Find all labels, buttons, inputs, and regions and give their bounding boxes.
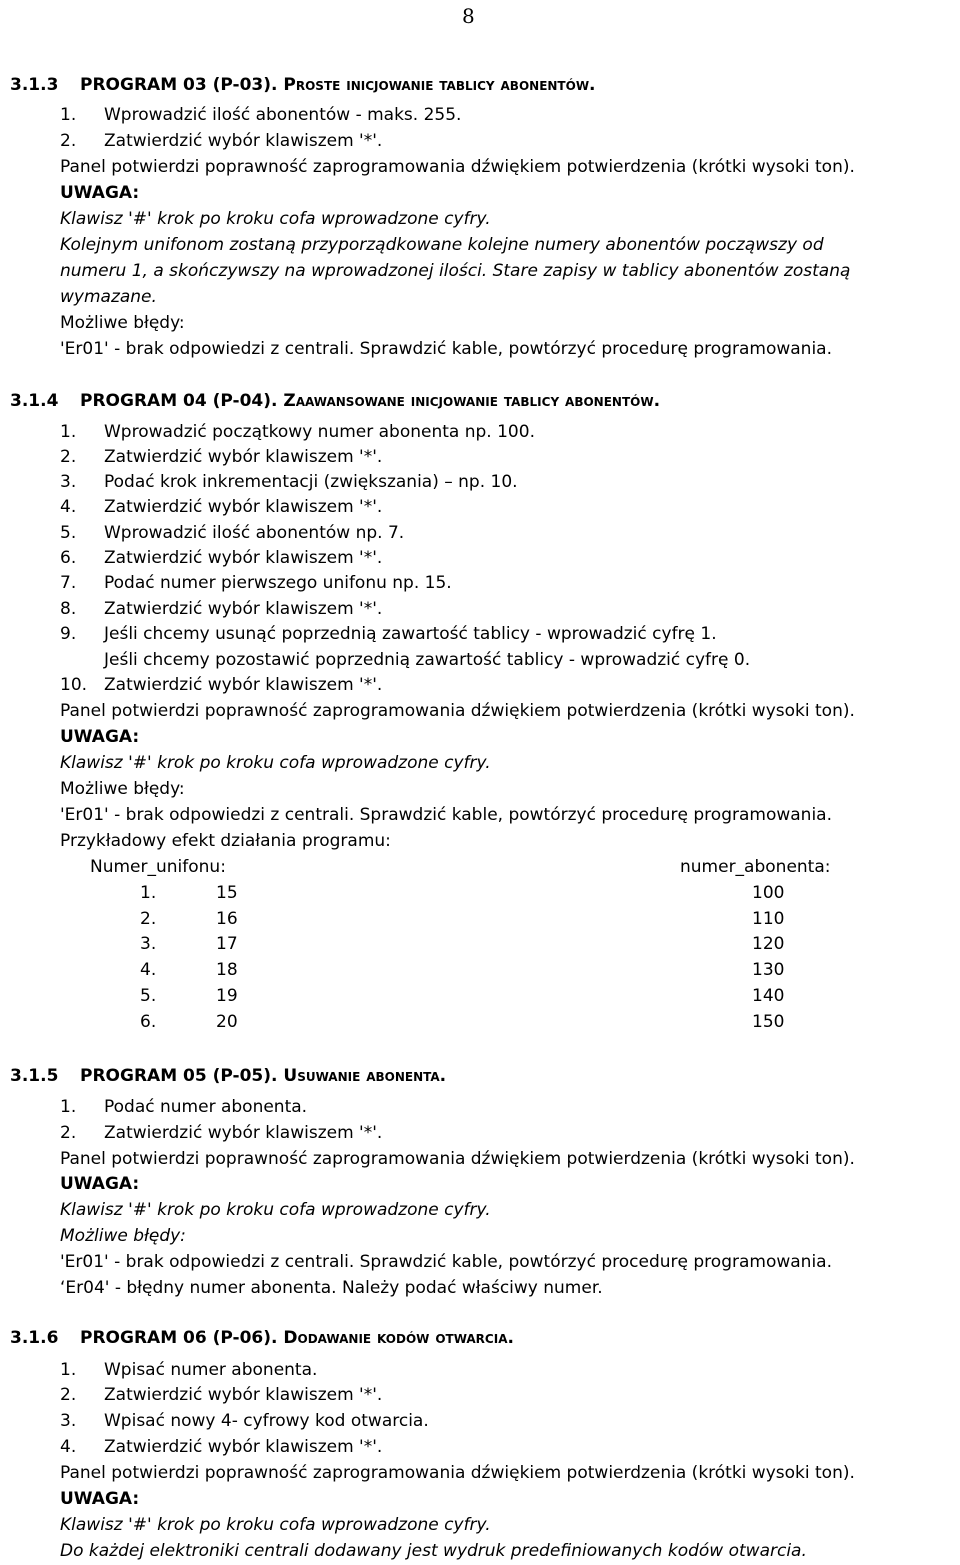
section-subtitle: Zaawansowane inicjowanie tablicy abonentów.	[283, 391, 661, 411]
section-title: PROGRAM 04 (P-04).	[80, 391, 278, 411]
section-number: 3.1.6	[10, 1328, 59, 1348]
list-item: 3. Wpisać nowy 4- cyfrowy kod otwarcia.	[60, 1411, 429, 1431]
panel-note: Panel potwierdzi poprawność zaprogramowania dźwiękiem potwierdzenia (krótki wysoki ton).	[60, 1149, 855, 1169]
paragraph-line: Kolejnym unifonom zostaną przyporządkowane kolejne numery abonentów począwszy od	[60, 235, 824, 255]
paragraph-line: numeru 1, a skończywszy na wprowadzonej ilości. Stare zapisy w tablicy abonentów zostaną	[60, 261, 851, 281]
list-item: 4. Zatwierdzić wybór klawiszem '*'.	[60, 1437, 383, 1457]
section-title: PROGRAM 05 (P-05).	[80, 1066, 278, 1086]
errors-label: Możliwe błędy:	[60, 313, 185, 333]
list-item: 10. Zatwierdzić wybór klawiszem '*'.	[60, 675, 383, 695]
hash-key-note: Klawisz '#' krok po kroku cofa wprowadzone cyfry.	[60, 1200, 491, 1220]
list-item: 1. Podać numer abonenta.	[60, 1097, 308, 1117]
error-er01: 'Er01' - brak odpowiedzi z centrali. Sprawdzić kable, powtórzyć procedurę programowania.	[60, 805, 832, 825]
section-number: 3.1.5	[10, 1066, 59, 1086]
list-item: 4. Zatwierdzić wybór klawiszem '*'.	[60, 497, 383, 517]
list-item: 2. Zatwierdzić wybór klawiszem '*'.	[60, 1385, 383, 1405]
error-er01: 'Er01' - brak odpowiedzi z centrali. Sprawdzić kable, powtórzyć procedurę programowania.	[60, 1252, 832, 1272]
warning-label: UWAGA:	[60, 1489, 140, 1509]
list-item: 1. Wprowadzić ilość abonentów - maks. 255.	[60, 105, 462, 125]
list-item: 9. Jeśli chcemy usunąć poprzednią zawartość tablicy - wprowadzić cyfrę 1.	[60, 624, 717, 644]
list-item-continuation: Jeśli chcemy pozostawić poprzednią zawartość tablicy - wprowadzić cyfrę 0.	[104, 650, 751, 670]
section-heading-3-1-3	[10, 72, 596, 98]
warning-label: UWAGA:	[60, 1174, 140, 1194]
section-number: 3.1.4	[10, 391, 59, 411]
error-er01: 'Er01' - brak odpowiedzi z centrali. Sprawdzić kable, powtórzyć procedurę programowania.	[60, 339, 832, 359]
list-item: 6. Zatwierdzić wybór klawiszem '*'.	[60, 548, 383, 568]
closing-note: Do każdej elektroniki centrali dodawany jest wydruk predefiniowanych kodów otwarcia.	[60, 1541, 807, 1561]
paragraph-line: wymazane.	[60, 287, 157, 307]
column-header-abonent: numer_abonenta:	[680, 857, 831, 877]
list-item: 1. Wprowadzić początkowy numer abonenta np. 100.	[60, 422, 535, 442]
column-header-unifon: Numer_unifonu:	[90, 857, 226, 877]
panel-note: Panel potwierdzi poprawność zaprogramowania dźwiękiem potwierdzenia (krótki wysoki ton).	[60, 1463, 855, 1483]
section-heading-3-1-6	[10, 1325, 514, 1351]
warning-label: UWAGA:	[60, 727, 140, 747]
hash-key-note: Klawisz '#' krok po kroku cofa wprowadzone cyfry.	[60, 1515, 491, 1535]
page-number: 8	[462, 4, 475, 28]
hash-key-note: Klawisz '#' krok po kroku cofa wprowadzone cyfry.	[60, 753, 491, 773]
section-title: PROGRAM 03 (P-03).	[80, 75, 278, 95]
list-item: 5. Wprowadzić ilość abonentów np. 7.	[60, 523, 405, 543]
example-label: Przykładowy efekt działania programu:	[60, 831, 391, 851]
warning-label: UWAGA:	[60, 183, 140, 203]
section-number: 3.1.3	[10, 75, 59, 95]
error-er04: ‘Er04' - błędny numer abonenta. Należy podać właściwy numer.	[60, 1278, 603, 1298]
list-item: 2. Zatwierdzić wybór klawiszem '*'.	[60, 1123, 383, 1143]
section-subtitle: Usuwanie abonenta.	[283, 1066, 447, 1086]
section-subtitle: Proste inicjowanie tablicy abonentów.	[283, 75, 596, 95]
section-heading-3-1-4	[10, 388, 660, 414]
panel-note: Panel potwierdzi poprawność zaprogramowania dźwiękiem potwierdzenia (krótki wysoki ton).	[60, 157, 855, 177]
hash-key-note: Klawisz '#' krok po kroku cofa wprowadzone cyfry.	[60, 209, 491, 229]
list-item: 2. Zatwierdzić wybór klawiszem '*'.	[60, 131, 383, 151]
errors-label: Możliwe błędy:	[60, 779, 185, 799]
list-item: 2. Zatwierdzić wybór klawiszem '*'.	[60, 447, 383, 467]
section-subtitle: Dodawanie kodów otwarcia.	[283, 1328, 514, 1348]
list-item: 3. Podać krok inkrementacji (zwiększania) – np. 10.	[60, 472, 518, 492]
section-heading-3-1-5	[10, 1063, 446, 1089]
list-item: 7. Podać numer pierwszego unifonu np. 15.	[60, 573, 452, 593]
section-title: PROGRAM 06 (P-06).	[80, 1328, 278, 1348]
list-item: 1. Wpisać numer abonenta.	[60, 1360, 318, 1380]
errors-label: Możliwe błędy:	[60, 1226, 186, 1246]
list-item: 8. Zatwierdzić wybór klawiszem '*'.	[60, 599, 383, 619]
panel-note: Panel potwierdzi poprawność zaprogramowania dźwiękiem potwierdzenia (krótki wysoki ton).	[60, 701, 855, 721]
